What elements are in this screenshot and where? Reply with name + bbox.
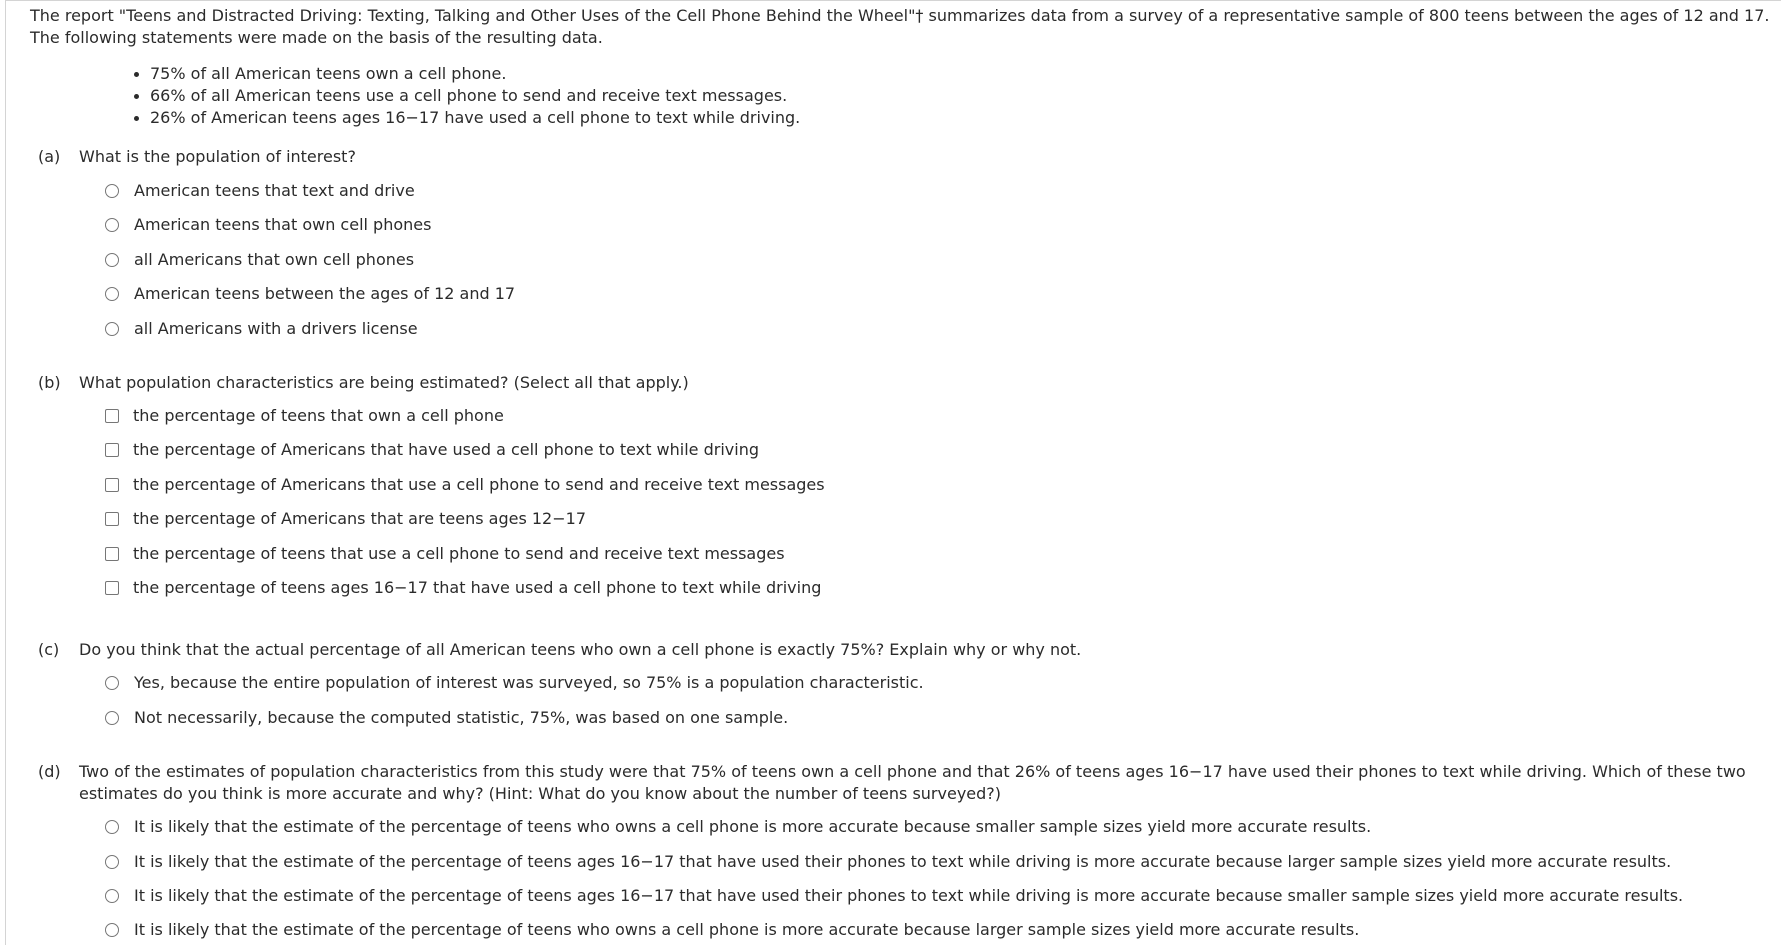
- part-d-label: (d): [38, 762, 61, 781]
- statement-item: 26% of American teens ages 16−17 have used a cell phone to text while driving.: [134, 107, 800, 129]
- option-label: It is likely that the estimate of the percentage of teens ages 16−17 that have used their phones to text while driving is more accurate because smaller sample sizes yield more accurate results.: [134, 886, 1684, 905]
- option-label: American teens that text and drive: [134, 181, 415, 200]
- radio-button[interactable]: [105, 676, 119, 690]
- option-label: all Americans that own cell phones: [134, 250, 415, 269]
- option-label: American teens between the ages of 12 and 17: [134, 284, 516, 303]
- radio-button[interactable]: [105, 923, 119, 937]
- radio-button[interactable]: [105, 711, 119, 725]
- statement-item: 66% of all American teens use a cell phone to send and receive text messages.: [134, 85, 800, 107]
- part-b-label: (b): [38, 373, 61, 392]
- part-c-question: Do you think that the actual percentage of all American teens who own a cell phone is exactly 75%? Explain why or why not.: [79, 640, 1082, 659]
- checkbox[interactable]: [105, 512, 119, 526]
- part-c-label: (c): [38, 640, 60, 659]
- radio-button[interactable]: [105, 889, 119, 903]
- radio-button[interactable]: [105, 184, 119, 198]
- part-b-question: What population characteristics are being estimated? (Select all that apply.): [79, 373, 689, 392]
- option-label: the percentage of teens that use a cell phone to send and receive text messages: [133, 544, 785, 563]
- statement-list: [134, 63, 800, 129]
- statement-item: 75% of all American teens own a cell phone.: [134, 63, 800, 85]
- option-label: the percentage of Americans that have used a cell phone to text while driving: [133, 440, 759, 459]
- radio-button[interactable]: [105, 287, 119, 301]
- radio-button[interactable]: [105, 322, 119, 336]
- intro-paragraph: The report "Teens and Distracted Driving: Texting, Talking and Other Uses of the Cell Phone Behind the Wheel"† summarizes data from a survey of a representative sample of 800 teens between the ages of 12 and 17. The following statements were made on the basis of the resulting data.: [30, 6, 1770, 47]
- option-label: the percentage of teens that own a cell phone: [133, 406, 504, 425]
- part-a-question: What is the population of interest?: [79, 147, 356, 166]
- option-label: the percentage of Americans that use a cell phone to send and receive text messages: [133, 475, 825, 494]
- option-label: It is likely that the estimate of the percentage of teens who owns a cell phone is more accurate because larger sample sizes yield more accurate results.: [134, 920, 1360, 939]
- radio-button[interactable]: [105, 218, 119, 232]
- question-panel: [5, 0, 1781, 945]
- checkbox[interactable]: [105, 443, 119, 457]
- radio-button[interactable]: [105, 820, 119, 834]
- checkbox[interactable]: [105, 409, 119, 423]
- part-a-label: (a): [38, 147, 61, 166]
- option-label: It is likely that the estimate of the percentage of teens who owns a cell phone is more accurate because smaller sample sizes yield more accurate results.: [134, 817, 1372, 836]
- option-label: the percentage of Americans that are teens ages 12−17: [133, 509, 586, 528]
- option-label: the percentage of teens ages 16−17 that have used a cell phone to text while driving: [133, 578, 822, 597]
- checkbox[interactable]: [105, 478, 119, 492]
- option-label: American teens that own cell phones: [134, 215, 432, 234]
- radio-button[interactable]: [105, 253, 119, 267]
- option-label: Yes, because the entire population of interest was surveyed, so 75% is a population characteristic.: [134, 673, 924, 692]
- part-d-question: Two of the estimates of population characteristics from this study were that 75% of teens own a cell phone and that 26% of teens ages 16−17 have used their phones to text while driving. Which of these two estimates do you think is more accurate and why? (Hint: What do you know about the number of teens surveyed?): [79, 762, 1746, 803]
- radio-button[interactable]: [105, 855, 119, 869]
- checkbox[interactable]: [105, 547, 119, 561]
- option-label: It is likely that the estimate of the percentage of teens ages 16−17 that have used their phones to text while driving is more accurate because larger sample sizes yield more accurate results.: [134, 852, 1672, 871]
- option-label: all Americans with a drivers license: [134, 319, 418, 338]
- option-label: Not necessarily, because the computed statistic, 75%, was based on one sample.: [134, 708, 789, 727]
- checkbox[interactable]: [105, 581, 119, 595]
